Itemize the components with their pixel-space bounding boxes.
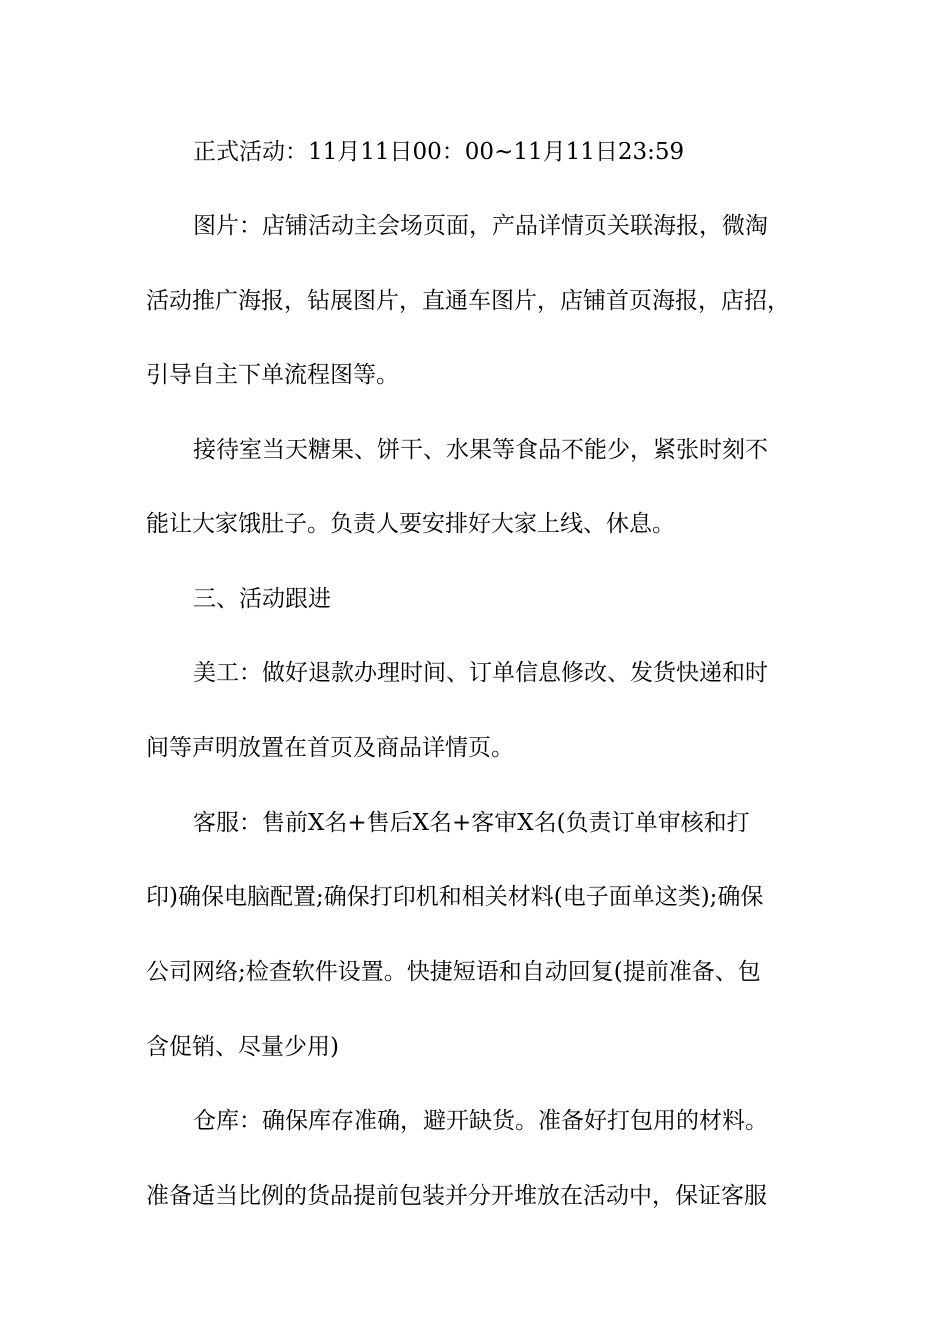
paragraph-warehouse-line-1: 仓库：确保库存准确，避开缺货。准备好打包用的材料。 <box>193 1108 768 1134</box>
paragraph-images-line-1: 图片：店铺活动主会场页面，产品详情页关联海报，微淘 <box>193 213 768 239</box>
paragraph-warehouse-line-2: 准备适当比例的货品提前包装并分开堆放在活动中，保证客服 <box>146 1183 767 1209</box>
section-heading-follow-up: 三、活动跟进 <box>193 586 331 612</box>
paragraph-images-line-3: 引导自主下单流程图等。 <box>146 362 399 388</box>
paragraph-reception-line-2: 能让大家饿肚子。负责人要安排好大家上线、休息。 <box>146 511 675 537</box>
paragraph-design-line-2: 间等声明放置在首页及商品详情页。 <box>146 735 514 761</box>
paragraph-service-line-1: 客服：售前X名+售后X名+客审X名(负责订单审核和打 <box>193 810 750 836</box>
paragraph-formal-event: 正式活动：11月11日00：00~11月11日23:59 <box>193 139 685 165</box>
paragraph-service-line-4: 含促销、尽量少用) <box>146 1034 339 1060</box>
paragraph-design-line-1: 美工：做好退款办理时间、订单信息修改、发货快递和时 <box>193 660 768 686</box>
paragraph-images-line-2: 活动推广海报，钻展图片，直通车图片，店铺首页海报，店招， <box>146 288 790 314</box>
paragraph-service-line-3: 公司网络;检查软件设置。快捷短语和自动回复(提前准备、包 <box>146 959 761 985</box>
paragraph-reception-line-1: 接待室当天糖果、饼干、水果等食品不能少，紧张时刻不 <box>193 437 768 463</box>
paragraph-service-line-2: 印)确保电脑配置;确保打印机和相关材料(电子面单这类);确保 <box>146 884 764 910</box>
